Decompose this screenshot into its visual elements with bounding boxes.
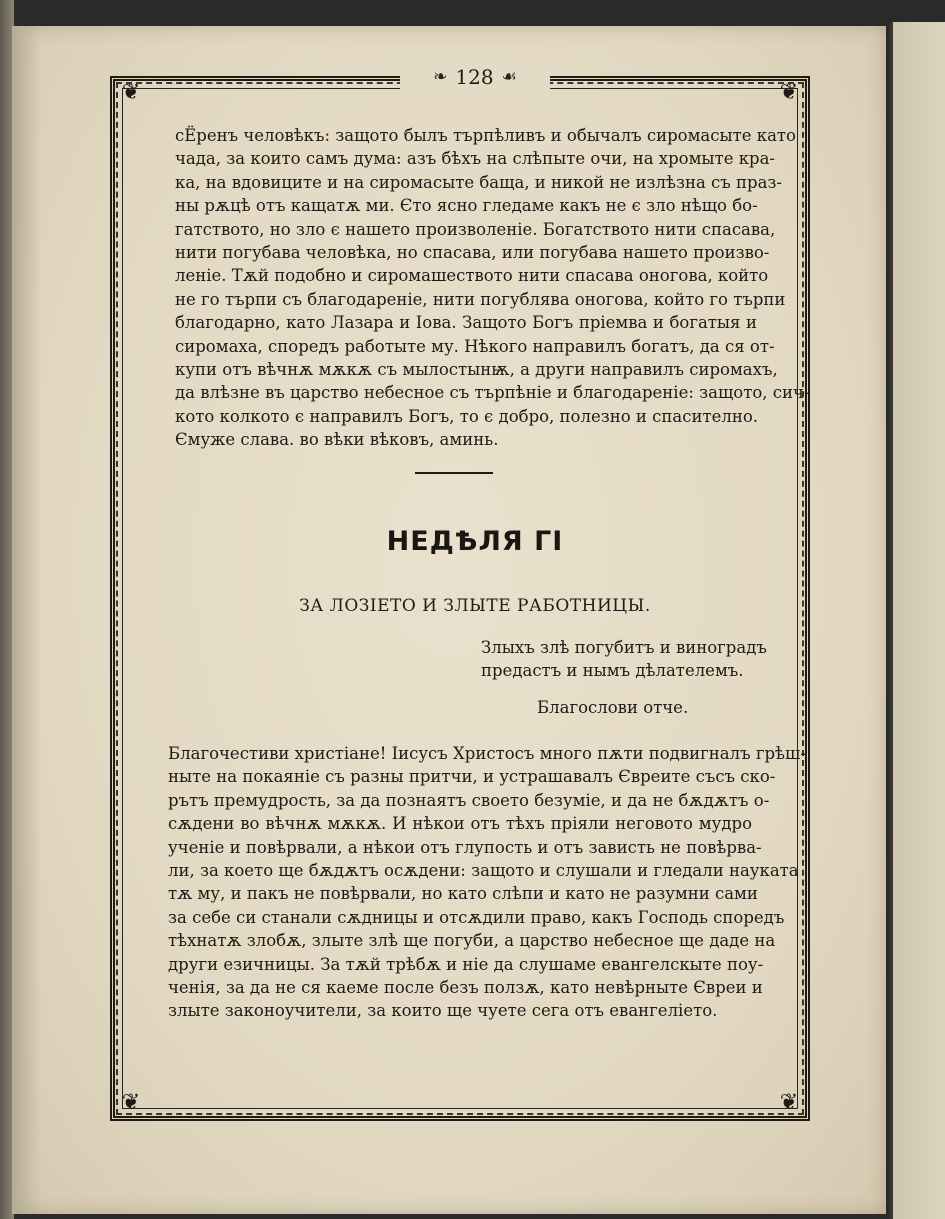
corner-ornament-icon: ❦ [779,80,799,105]
text-line: ныте на покаяніе съ разны притчи, и устрашавалъ Євреите съсъ ско- [168,767,776,787]
epigraph-line: предастъ и нымъ дѣлателемъ. [481,661,744,680]
leaf-ornament-icon: ☙ [501,67,517,87]
page-number: 128 [455,65,494,89]
text-line: тѣхнатѫ злобѫ, злыте злѣ ще погуби, а царство небесное ще даде на [168,931,776,951]
text-line: благодарно, като Лазара и Іова. Защото Богъ пріемва и богатыя и [175,313,757,333]
leaf-ornament-icon: ❧ [433,67,448,87]
text-line: кото колкото є направилъ Богъ, то є добро, полезно и спасително. [175,406,759,426]
chapter-subtitle: ЗА ЛОЗІЕТО И ЗЛЫТЕ РАБОТНИЦЫ. [299,596,651,616]
text-line: сѫдени во вѣчнѫ мѫкѫ. И нѣкои отъ тѣхъ пріяли неговото мудро [168,814,752,834]
text-line: ка, на вдовиците и на сиромасыте баща, и никой не излѣзна съ праз- [175,172,783,192]
text-line: да влѣзне въ царство небесное съ търпѣніе и благодареніе: защото, сич- [175,383,810,403]
page-gutter-shadow [12,26,42,1214]
text-line: сЁренъ человѣкъ: защото былъ търпѣливъ и обычалъ сиромасыте като [175,126,796,145]
text-line: ны рѫцѣ отъ кащатѫ ми. Єто ясно гледаме какъ не є зло нѣщо бо- [175,196,758,216]
corner-ornament-icon: ❦ [121,80,141,105]
text-line: Благочестиви христіане! Іисусъ Христосъ много пѫти подвигналъ грѣш- [168,744,806,763]
text-line: нити погубава человѣка, но спасава, или погубава нашето произво- [175,243,770,263]
page-header [400,64,550,90]
adjacent-page-edge [890,22,945,1219]
text-line: други езичницы. За тѫй трѣбѫ и ніе да слушаме евангелскыте поу- [168,954,764,974]
text-line: леніе. Тѫй подобно и сиромашеството нити спасава оногова, който [175,266,769,286]
text-line: купи отъ вѣчнѫ мѫкѫ съ мылостынѭ, а други направилъ сиромахъ, [175,360,778,380]
text-line: сиромаха, споредъ работыте му. Нѣкого направилъ богатъ, да ся от- [175,336,775,356]
text-line: гатството, но зло є нашето произволеніе. Богатството нити спасава, [175,219,776,239]
section-1-text [175,124,810,452]
text-line: ученіе и повѣрвали, а нѣкои отъ глупость и отъ зависть не повѣрва- [168,837,762,857]
corner-ornament-icon: ❦ [121,1090,141,1115]
text-line: чада, за които самъ дума: азъ бѣхъ на слѣпыте очи, на хромыте кра- [175,149,775,169]
epigraph-line: Злыхъ злѣ погубитъ и виноградъ [481,638,767,657]
section-2-text [168,742,806,1023]
blessing-text: Благослови отче. [537,698,689,717]
text-line: злыте законоучители, за които ще чуете сега отъ евангеліето. [168,1001,718,1021]
chapter-title: НЕДѢЛЯ ГІ [386,526,564,557]
text-line: не го търпи съ благодареніе, нити погублява оногова, който го търпи [175,289,786,309]
text-line: Ємуже слава. во вѣки вѣковъ, аминь. [175,430,499,450]
corner-ornament-icon: ❦ [779,1090,799,1115]
text-line: ли, за което ще бѫдѫтъ осѫдени: защото и слушали и гледали науката [168,861,799,881]
text-line: тѫ му, и пакъ не повѣрвали, но като слѣпи и като не разумни сами [168,884,758,904]
text-line: рътъ премудрость, за да познаятъ своето безуміе, и да не бѫдѫтъ о- [168,790,770,810]
epigraph [481,636,771,682]
text-line: за себе си станали сѫдницы и отсѫдили право, какъ Господь споредъ [168,907,785,927]
text-line: ченія, за да не ся каеме после безъ ползѫ, като невѣрныте Євреи и [168,978,763,998]
section-divider [415,472,493,474]
